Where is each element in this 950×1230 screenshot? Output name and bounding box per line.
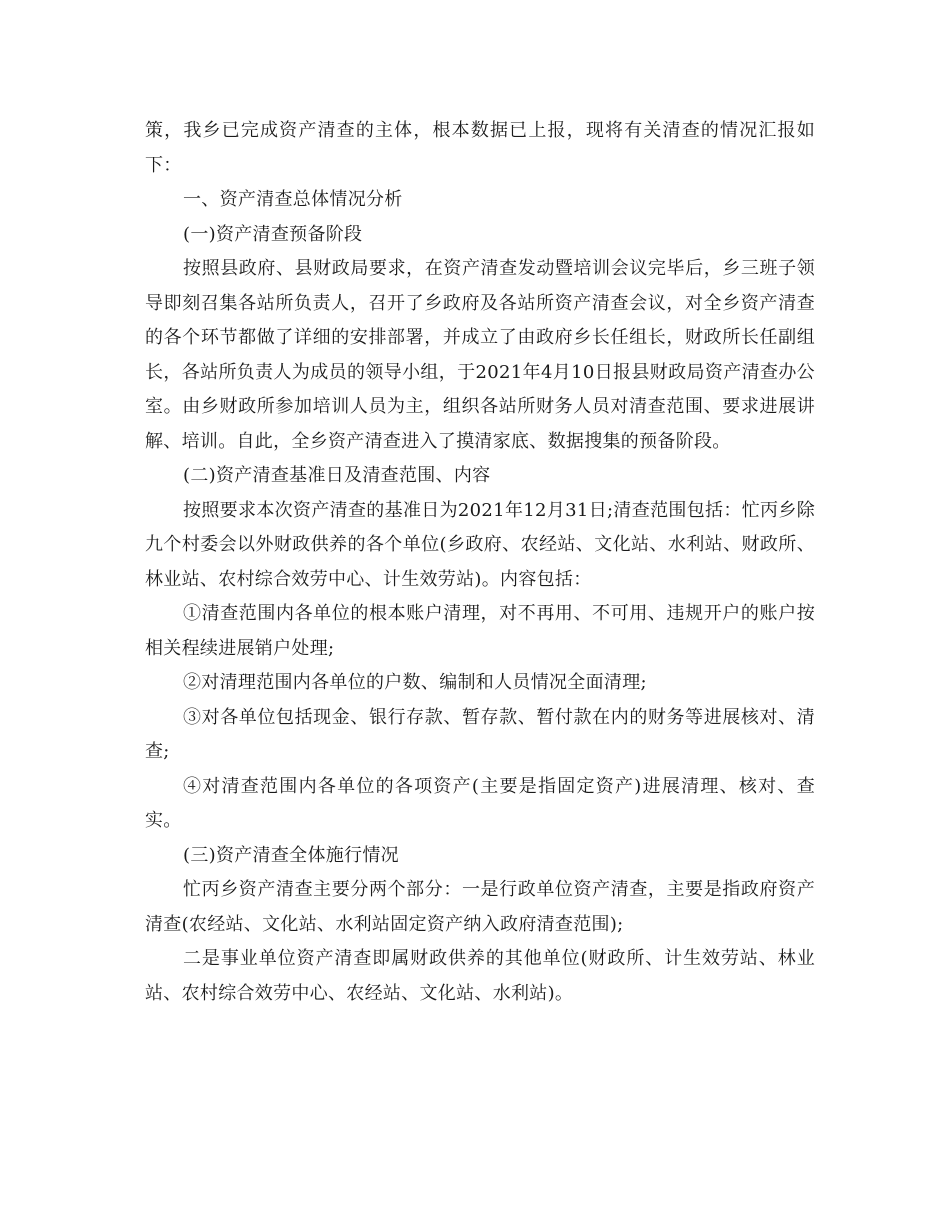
list-item-2: ②对清理范围内各单位的户数、编制和人员情况全面清理; <box>183 672 647 693</box>
paragraph-implementation-1: 忙丙乡资产清查主要分两个部分：一是行政单位资产清查，主要是指政府资产清查(农经站、文化站、水利站固定资产纳入政府清查范围); <box>145 879 815 935</box>
subsection-heading-1: (一)资产清查预备阶段 <box>183 223 363 245</box>
paragraph-scope: 按照要求本次资产清查的基准日为2021年12月31日;清查范围包括：忙丙乡除九个村委会以外财政供养的各个单位(乡政府、农经站、文化站、水利站、财政所、林业站、农村综合效劳中心、计生效劳站)。内容包括： <box>145 499 815 590</box>
list-item-1: ①清查范围内各单位的根本账户清理，对不再用、不可用、违规开户的账户按相关程续进展销户处理; <box>145 603 815 659</box>
subsection-heading-2: (二)资产清查基准日及清查范围、内容 <box>183 465 491 486</box>
paragraph-implementation-2: 二是事业单位资产清查即属财政供养的其他单位(财政所、计生效劳站、林业站、农村综合效劳中心、农经站、文化站、水利站)。 <box>145 948 815 1004</box>
section-heading-1: 一、资产清查总体情况分析 <box>183 189 403 210</box>
document-body <box>145 114 815 1011</box>
list-item-4: ④对清查范围内各单位的各项资产(主要是指固定资产)进展清理、核对、查实。 <box>145 775 815 831</box>
paragraph-intro: 策，我乡已完成资产清查的主体，根本数据已上报，现将有关清查的情况汇报如下： <box>145 120 815 176</box>
list-item-3: ③对各单位包括现金、银行存款、暂存款、暂付款在内的财务等进展核对、清查; <box>145 706 815 762</box>
paragraph-preparation: 按照县政府、县财政局要求，在资产清查发动暨培训会议完毕后，乡三班子领导即刻召集各站所负责人，召开了乡政府及各站所资产清查会议，对全乡资产清查的各个环节都做了详细的安排部署，并成立了由政府乡长任组长，财政所长任副组长，各站所负责人为成员的领导小组，于2021年4月10日报县财政局资产清查办公室。由乡财政所参加培训人员为主，组织各站所财务人员对清查范围、要求进展讲解、培训。自此，全乡资产清查进入了摸清家底、数据搜集的预备阶段。 <box>145 258 815 452</box>
subsection-heading-3: (三)资产清查全体施行情况 <box>183 844 399 866</box>
